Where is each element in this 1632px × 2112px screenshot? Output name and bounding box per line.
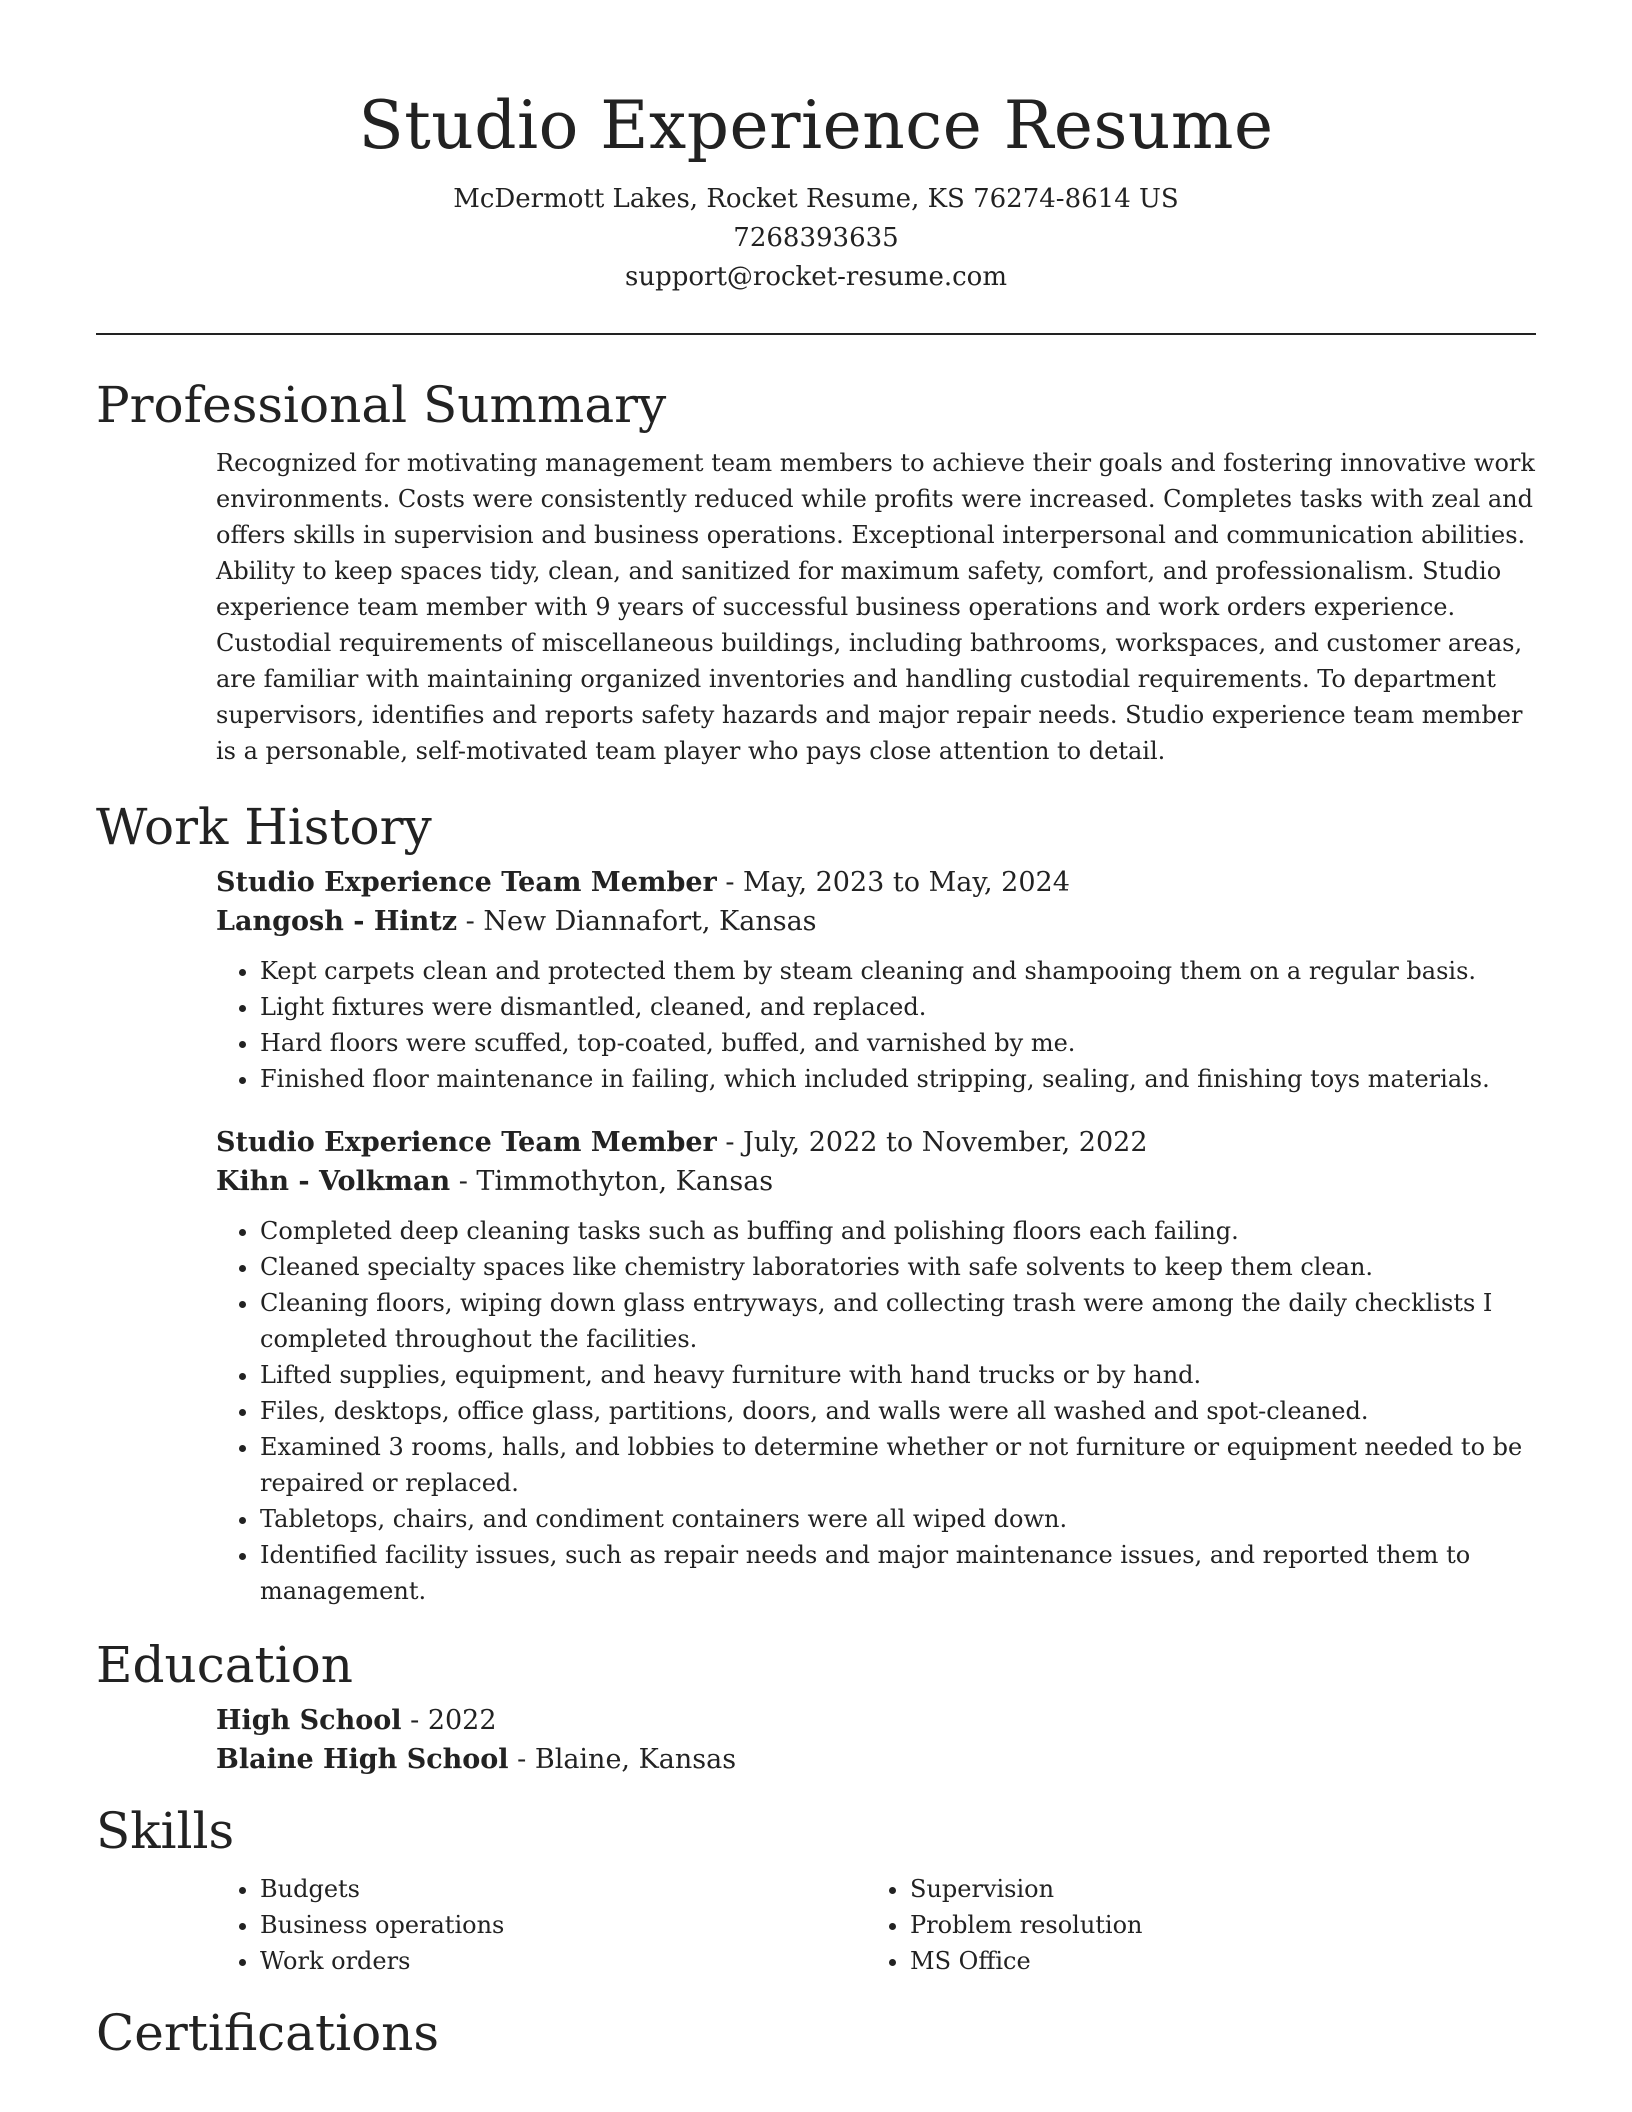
job-company-line (216, 902, 1536, 941)
job-bullet: • Cleaned specialty spaces like chemistry laboratories with safe solvents to keep them clean. (260, 1249, 1536, 1285)
contact-phone: 7268393635 (733, 223, 899, 253)
education-school-line (216, 1740, 1536, 1779)
certifications-section (96, 2001, 1536, 2065)
education-degree-line (216, 1701, 1536, 1740)
contact-email: support@rocket-resume.com (624, 262, 1007, 292)
job-bullet: • Finished floor maintenance in failing, which included stripping, sealing, and finishing toys materials. (260, 1061, 1536, 1097)
job-bullet: • Cleaning floors, wiping down glass entryways, and collecting trash were among the daily checklists I completed throughout the facilities. (260, 1285, 1536, 1357)
job-location: - Timmothyton, Kansas (450, 1166, 774, 1197)
job-bullet: • Examined 3 rooms, halls, and lobbies to determine whether or not furniture or equipment needed to be repaired or replaced. (260, 1429, 1536, 1501)
skill-item: • Problem resolution (910, 1907, 1516, 1943)
job-title-line (216, 863, 1536, 902)
job-entry (216, 863, 1536, 1097)
summary-text: Recognized for motivating management team members to achieve their goals and fostering innovative work environments. Costs were consistently reduced while profits were increased. Completes tasks with zeal and offers skills in supervision and business operations. Exceptional interpersonal and communication abilities. Ability to keep spaces tidy, clean, and sanitized for maximum safety, comfort, and professionalism. Studio experience team member with 9 years of successful business operations and work orders experience. Custodial requirements of miscellaneous buildings, including bathrooms, workspaces, and customer areas, are familiar with maintaining organized inventories and handling custodial requirements. To department supervisors, identifies and reports safety hazards and major repair needs. Studio experience team member is a personable, self-motivated team player who pays close attention to detail. (216, 449, 1535, 765)
skills-list (216, 1871, 866, 1979)
work-history-heading: Work History (96, 798, 432, 856)
skill-item: • Supervision (910, 1871, 1516, 1907)
header-divider (96, 333, 1536, 335)
summary-heading: Professional Summary (96, 376, 667, 434)
summary-body (216, 445, 1536, 769)
education-location: - Blaine, Kansas (508, 1744, 737, 1775)
job-bullet: • Completed deep cleaning tasks such as buffing and polishing floors each failing. (260, 1213, 1536, 1249)
job-bullet: • Identified facility issues, such as repair needs and major maintenance issues, and reported them to management. (260, 1537, 1536, 1609)
job-bullet: • Files, desktops, office glass, partitions, doors, and walls were all washed and spot-cleaned. (260, 1393, 1536, 1429)
work-history-body (216, 863, 1536, 1609)
job-company-line (216, 1162, 1536, 1201)
resume-header (96, 0, 1536, 297)
contact-address: McDermott Lakes, Rocket Resume, KS 76274-8614 US (453, 184, 1179, 214)
education-degree: High School (216, 1705, 402, 1736)
skill-item: • Business operations (260, 1907, 866, 1943)
job-bullet: • Light fixtures were dismantled, cleaned, and replaced. (260, 989, 1536, 1025)
job-dates: - May, 2023 to May, 2024 (716, 867, 1070, 898)
job-location: - New Diannafort, Kansas (457, 906, 817, 937)
job-dates: - July, 2022 to November, 2022 (716, 1127, 1148, 1158)
job-bullet: • Kept carpets clean and protected them by steam cleaning and shampooing them on a regular basis. (260, 953, 1536, 989)
certifications-heading: Certifications (96, 2004, 440, 2062)
job-company: Kihn - Volkman (216, 1166, 451, 1197)
job-position: Studio Experience Team Member (216, 867, 717, 898)
skills-heading: Skills (96, 1802, 235, 1860)
job-title-line (216, 1123, 1536, 1162)
education-heading: Education (96, 1636, 353, 1694)
skill-item: • MS Office (910, 1943, 1516, 1979)
skills-grid (216, 1871, 1536, 1979)
summary-section (96, 373, 1536, 769)
skills-column-right (866, 1871, 1516, 1979)
skill-item: • Work orders (260, 1943, 866, 1979)
job-entry (216, 1123, 1536, 1609)
education-body (216, 1701, 1536, 1779)
skills-column-left (216, 1871, 866, 1979)
job-position: Studio Experience Team Member (216, 1127, 717, 1158)
job-bullet: • Tabletops, chairs, and condiment containers were all wiped down. (260, 1501, 1536, 1537)
resume-page (96, 0, 1536, 2065)
job-bullets (216, 1213, 1536, 1609)
work-history-section (96, 795, 1536, 1609)
job-bullet: • Lifted supplies, equipment, and heavy furniture with hand trucks or by hand. (260, 1357, 1536, 1393)
contact-block (96, 180, 1536, 297)
education-year: - 2022 (401, 1705, 497, 1736)
skills-list (866, 1871, 1516, 1979)
resume-title: Studio Experience Resume (358, 87, 1274, 164)
skills-body (216, 1871, 1536, 1979)
job-bullet: • Hard floors were scuffed, top-coated, buffed, and varnished by me. (260, 1025, 1536, 1061)
education-school: Blaine High School (216, 1744, 509, 1775)
job-company: Langosh - Hintz (216, 906, 458, 937)
job-bullets (216, 953, 1536, 1097)
skill-item: • Budgets (260, 1871, 866, 1907)
skills-section (96, 1799, 1536, 1979)
education-section (96, 1633, 1536, 1779)
